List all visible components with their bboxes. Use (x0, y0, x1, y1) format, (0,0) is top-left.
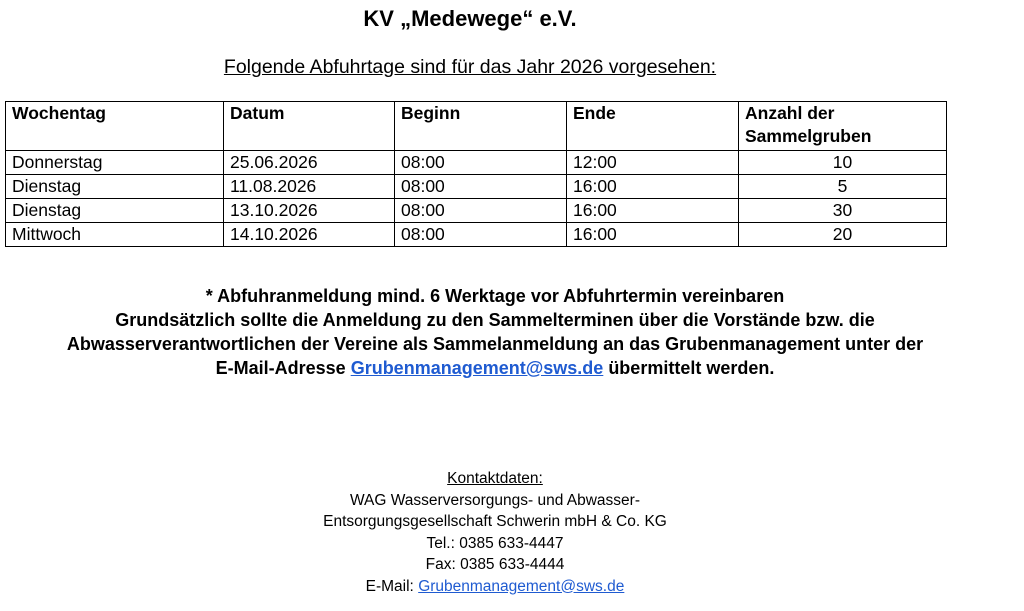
cell-end: 12:00 (567, 151, 739, 175)
contact-email-line (0, 576, 990, 598)
cell-count: 5 (739, 175, 947, 199)
contact-email-link[interactable]: Grubenmanagement@sws.de (418, 577, 625, 595)
cell-end: 16:00 (567, 175, 739, 199)
cell-end: 16:00 (567, 199, 739, 223)
contact-company-line-1: WAG Wasserversorgungs- und Abwasser- (349, 491, 640, 509)
cell-count: 20 (739, 223, 947, 247)
header-count (739, 102, 947, 151)
table-row (6, 223, 947, 247)
contact-phone: Tel.: 0385 633-4447 (426, 534, 564, 552)
contact-block (0, 468, 990, 597)
notice-line-4-suffix: übermittelt werden. (603, 358, 775, 378)
cell-start: 08:00 (395, 199, 567, 223)
contact-heading: Kontaktdaten: (447, 470, 543, 487)
header-count-line2: Sammelgruben (745, 126, 872, 146)
notice-line-4-prefix: E-Mail-Adresse (215, 358, 351, 378)
cell-start: 08:00 (395, 175, 567, 199)
cell-count: 30 (739, 199, 947, 223)
cell-date: 13.10.2026 (224, 199, 395, 223)
table-row (6, 199, 947, 223)
cell-start: 08:00 (395, 223, 567, 247)
cell-weekday: Mittwoch (6, 223, 224, 247)
notice-line-3: Abwasserverantwortlichen der Vereine als Sammelanmeldung an das Grubenmanagement unter der (66, 334, 924, 354)
schedule-table (5, 101, 947, 247)
header-count-line1: Anzahl der (745, 103, 835, 123)
header-end: Ende (567, 102, 739, 151)
cell-weekday: Dienstag (6, 199, 224, 223)
cell-date: 25.06.2026 (224, 151, 395, 175)
cell-end: 16:00 (567, 223, 739, 247)
cell-weekday: Dienstag (6, 175, 224, 199)
notice-line-2: Grundsätzlich sollte die Anmeldung zu den Sammelterminen über die Vorstände bzw. die (115, 310, 875, 330)
notice-line-1: * Abfuhranmeldung mind. 6 Werktage vor Abfuhrtermin vereinbaren (205, 286, 785, 306)
header-weekday: Wochentag (6, 102, 224, 151)
cell-weekday: Donnerstag (6, 151, 224, 175)
notice-block (0, 284, 990, 380)
contact-fax: Fax: 0385 633-4444 (425, 556, 565, 573)
page-subtitle: Folgende Abfuhrtage sind für das Jahr 2026 vorgesehen: (223, 56, 717, 78)
header-start: Beginn (395, 102, 567, 151)
header-date: Datum (224, 102, 395, 151)
cell-date: 11.08.2026 (224, 175, 395, 199)
contact-email-label: E-Mail: (365, 577, 419, 595)
cell-date: 14.10.2026 (224, 223, 395, 247)
table-row (6, 151, 947, 175)
notice-email-link[interactable]: Grubenmanagement@sws.de (350, 358, 604, 378)
page-title: KV „Medewege“ e.V. (363, 6, 577, 31)
contact-company-line-2: Entsorgungsgesellschaft Schwerin mbH & Co. KG (323, 513, 667, 530)
table-row (6, 175, 947, 199)
notice-line-4 (0, 356, 990, 380)
cell-start: 08:00 (395, 151, 567, 175)
cell-count: 10 (739, 151, 947, 175)
table-header-row (6, 102, 947, 151)
